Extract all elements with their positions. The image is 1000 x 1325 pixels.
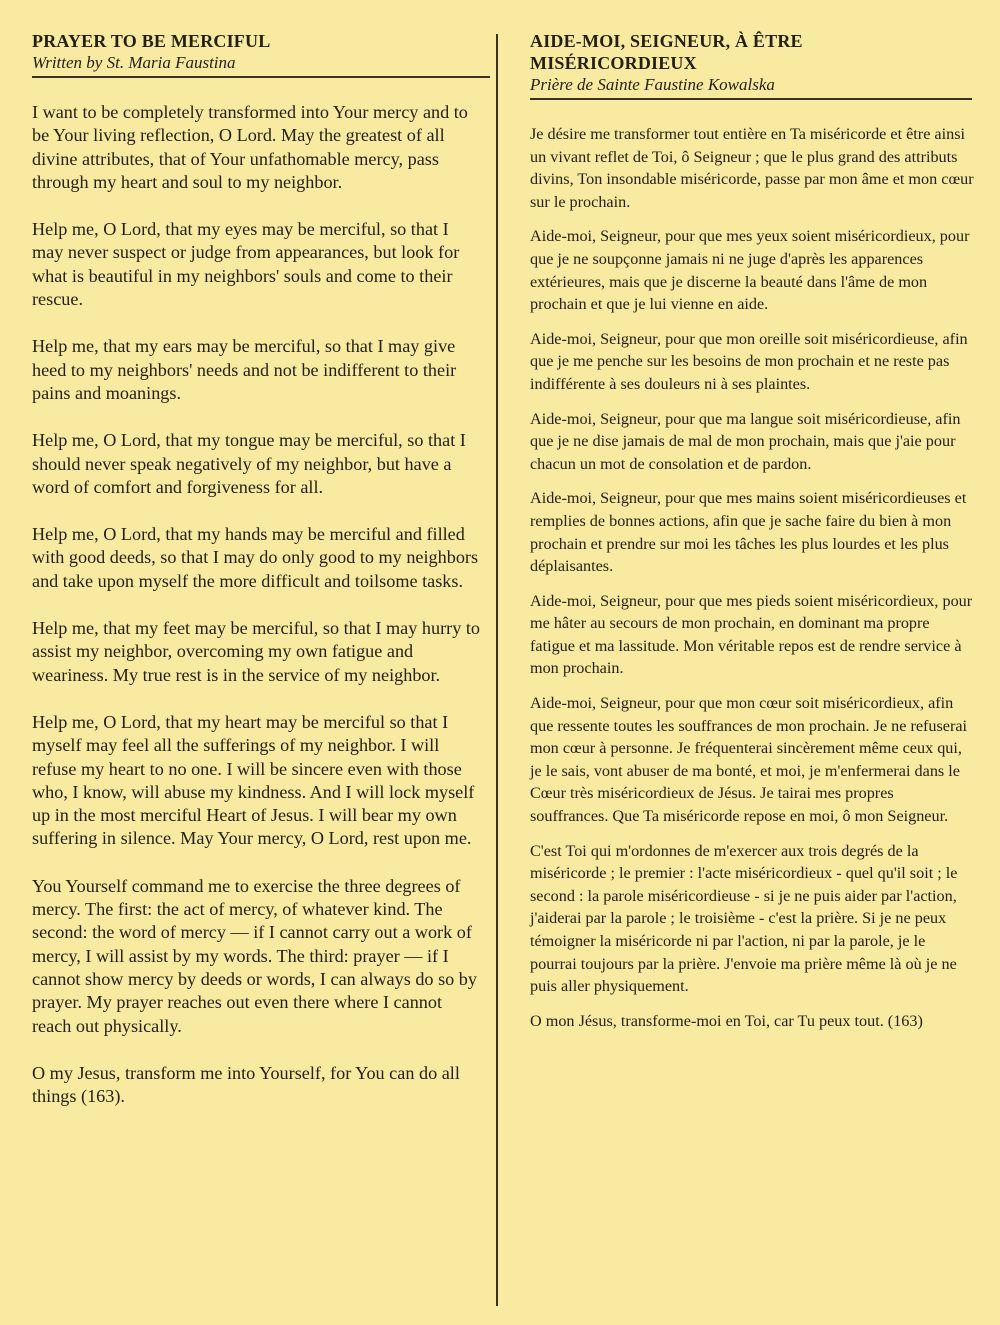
english-paragraph: You Yourself command me to exercise the three degrees of mercy. The first: the act of mercy, of whatever kind. The second: the word of mercy — if I cannot carry out a work of mercy, I will assist by my words. The third: prayer — if I cannot show mercy by deeds or words, I can always do so by prayer. My prayer reaches out even there where I cannot reach out physically.: [32, 875, 477, 1036]
english-paragraph: O my Jesus, transform me into Yourself, for You can do all things (163).: [32, 1062, 460, 1107]
english-paragraph: Help me, O Lord, that my eyes may be merciful, so that I may never suspect or judge from appearances, but look for what is beautiful in my neighbors' souls and come to their rescue.: [32, 219, 460, 310]
english-paragraph: Help me, O Lord, that my heart may be merciful so that I myself may feel all the sufferings of my neighbor. I will refuse my heart to no one. I will be sincere even with those who, I know, will abuse my kindness. And I will lock myself up in the most merciful Heart of Jesus. I will bear my own suffering in silence. May Your mercy, O Lord, rest upon me.: [32, 711, 475, 849]
french-paragraph: Aide-moi, Seigneur, pour que mes yeux soient miséricordieux, pour que je ne soupçonne jamais ni ne juge d'après les apparences extérieures, mais que je discerne la beauté dans l'âme de mon prochain et que je lui vienne en aide.: [530, 227, 970, 314]
french-paragraph: Aide-moi, Seigneur, pour que ma langue soit miséricordieuse, afin que je ne dise jamais de mal de mon prochain, mais que j'aie pour chacun un mot de consolation et de pardon.: [530, 409, 961, 473]
column-divider: [496, 34, 498, 1306]
english-paragraph: Help me, O Lord, that my hands may be merciful and filled with good deeds, so that I may do only good to my neighbors and take upon myself the more difficult and toilsome tasks.: [32, 524, 479, 591]
english-paragraph: Help me, that my ears may be merciful, so that I may give heed to my neighbors' needs and not be indifferent to their pains and moanings.: [32, 336, 457, 403]
french-paragraph: Aide-moi, Seigneur, pour que mon oreille soit miséricordieuse, afin que je me penche sur les besoins de mon prochain et ne reste pas indifférente à ses douleurs ni à ses plaintes.: [530, 329, 968, 393]
french-paragraph: Aide-moi, Seigneur, pour que mon cœur soit miséricordieux, afin que ressente toutes les souffrances de mon prochain. Je ne refuserai mon cœur à personne. Je fréquenterai sincèrement même ceux qui, je le sais, vont abuser de ma bonté, et moi, je m'enfermerai dans le Cœur très miséricordieux de Jésus. Je tairai mes propres souffrances. Que Ta miséricorde repose en moi, ô mon Seigneur.: [530, 694, 968, 826]
english-paragraph: Help me, that my feet may be merciful, so that I may hurry to assist my neighbor, overcoming my own fatigue and weariness. My true rest is in the service of my neighbor.: [32, 618, 480, 685]
french-body: [530, 123, 974, 1032]
english-title: PRAYER TO BE MERCIFUL: [32, 31, 271, 51]
english-subtitle: Written by St. Maria Faustina: [32, 53, 236, 72]
english-paragraph: Help me, O Lord, that my tongue may be merciful, so that I should never speak negatively of my neighbor, but have a word of comfort and forgiveness for all.: [32, 430, 466, 497]
french-paragraph: Aide-moi, Seigneur, pour que mes pieds soient miséricordieux, pour me hâter au secours de mon prochain, en dominant ma propre fatigue et ma lassitude. Mon véritable repos est de rendre service à mon prochain.: [530, 591, 973, 678]
french-column: [530, 30, 974, 1044]
french-paragraph: Je désire me transformer tout entière en Ta miséricorde et être ainsi un vivant reflet de Toi, ô Seigneur ; que le plus grand des attributs divins, Ton insondable miséricorde, passe par mon âme et mon cœur sur le prochain.: [530, 125, 974, 211]
french-subtitle: Prière de Sainte Faustine Kowalska: [530, 75, 775, 94]
french-header: [530, 30, 972, 100]
french-paragraph: O mon Jésus, transforme-moi en Toi, car Tu peux tout. (163): [530, 1011, 923, 1030]
english-paragraph: I want to be completely transformed into Your mercy and to be Your living reflection, O Lord. May the greatest of all divine attributes, that of Your unfathomable mercy, pass through my heart and soul to my neighbor.: [32, 102, 468, 192]
english-body: [32, 101, 482, 1108]
french-paragraph: C'est Toi qui m'ordonnes de m'exercer aux trois degrés de la miséricorde ; le premier : l'acte miséricordieux - quel qu'il soit ; le second : la parole miséricordieuse - si je ne puis aider par l'action, j'aiderai par la parole ; le troisième - c'est la prière. Si je ne peux témoigner la miséricorde ni par l'action, ni par la parole, je le pourrai toujours par la prière. J'envoie ma prière même là où je ne puis aller physiquement.: [530, 841, 958, 996]
french-title: AIDE-MOI, SEIGNEUR, À ÊTRE MISÉRICORDIEUX: [530, 31, 803, 73]
english-column: [32, 30, 482, 1132]
french-paragraph: Aide-moi, Seigneur, pour que mes mains soient miséricordieuses et remplies de bonnes actions, afin que je sache faire du bien à mon prochain et prendre sur moi les tâches les plus lourdes et les plus déplaisantes.: [530, 489, 967, 576]
english-header: [32, 30, 490, 78]
